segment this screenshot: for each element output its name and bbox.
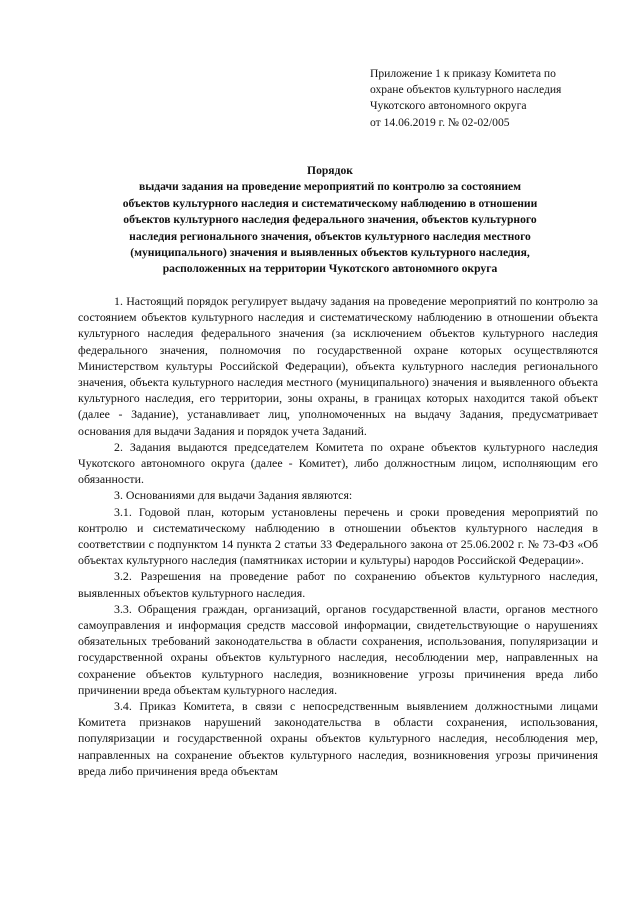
appendix-line-3: Чукотского автономного округа [370,99,527,113]
heading-line-3: объектов культурного наследия федерального значения, объектов культурного [123,213,537,227]
appendix-line-1: Приложение 1 к приказу Комитета по [370,67,556,80]
paragraph-3-3: 3.3. Обращения граждан, организаций, органов государственной власти, органов местного самоуправления и информация средств массовой информации, свидетельствующие о нарушениях обязательных требований законодательства в области сохранения, использования, популяризации и государственной охраны объектов культурного наследия, несоблюдении мер, направленных на сохранение объектов культурного наследия, возникновение угрозы причинения вреда либо причинении вреда объектам культурного наследия. [78,601,598,697]
heading-line-6: расположенных на территории Чукотского автономного округа [162,262,498,276]
heading-line-1: выдачи задания на проведение мероприятий по контролю за состоянием [138,180,522,194]
paragraph-3-4: 3.4. Приказ Комитета, в связи с непосредственным выявлением должностными лицами Комитета признаков нарушений законодательства в области сохранения, использования, популяризации и государственной охраны объектов культурного наследия, несоблюдения мер, направленных на сохранение объектов культурного наследия, возникновения угрозы причинения вреда либо причинения вреда объектам [78,699,598,778]
paragraph-1: 1. Настоящий порядок регулирует выдачу задания на проведение мероприятий по контролю за состоянием объектов культурного наследия и систематическому наблюдению в отношении объекта культурного наследия федерального значения (за исключением объектов культурного наследия федерального значения, полномочия по государственной охране которых осуществляются Министерством культуры Российской Федерации), объекта культурного наследия регионального значения, объекта культурного наследия местного (муниципального) значения и выявленного объекта культурного наследия, его территории, зоны охраны, в границах которых находится такой объект (далее - Задание), устанавливает лиц, уполномоченных на выдачу Задания, предусматривает основания для выдачи Задания и порядок учета Заданий. [78,294,598,438]
paragraph-3: 3. Основаниями для выдачи Задания являются: [114,488,353,503]
heading-line-5: (муниципального) значения и выявленных объектов культурного наследия, [130,246,530,260]
heading-line-2: объектов культурного наследия и систематическому наблюдению в отношении [122,196,538,210]
paragraph-3-1: 3.1. Годовой план, которым установлены перечень и сроки проведения мероприятий по контролю и систематическому наблюдению в отношении объектов культурного наследия в соответствии с подпунктом 14 пункта 2 статьи 33 Федерального закона от 25.06.2002 г. № 73-ФЗ «Об объектах культурного наследия (памятниках истории и культуры) народов Российской Федерации». [78,504,598,568]
paragraph-3-2: 3.2. Разрешения на проведение работ по сохранению объектов культурного наследия, выявленных объектов культурного наследия. [78,569,598,600]
heading-line-4: наследия регионального значения, объектов культурного наследия местного [129,229,531,243]
appendix-line-2: охране объектов культурного наследия [370,83,562,97]
document-title: Порядок [307,164,353,177]
document-heading [60,163,600,278]
paragraph-2: 2. Задания выдаются председателем Комитета по охране объектов культурного наследия Чукотского автономного округа (далее - Комитет), либо должностным лицом, исполняющим его обязанности. [78,439,598,487]
document-body [78,293,598,779]
appendix-line-4: от 14.06.2019 г. № 02-02/005 [370,115,510,129]
appendix-note [370,66,620,131]
